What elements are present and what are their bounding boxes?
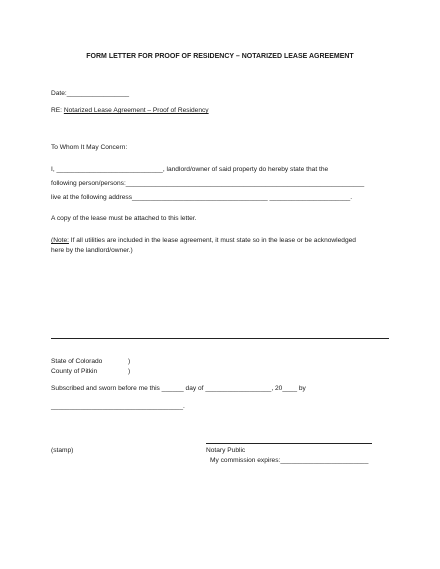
stamp-label: (stamp) (51, 447, 74, 454)
landlord-statement: I, _____________________________, landlord/owner of said property do hereby state that the (51, 166, 329, 173)
subscriber-name-line: ____________________________________. (51, 403, 185, 410)
persons-line: following person/persons:_________________________________________________________________ (51, 180, 365, 187)
greeting: To Whom It May Concern: (51, 144, 128, 151)
note-label: (Note: (51, 237, 69, 244)
county-label: County of Pitkin (51, 368, 98, 375)
state-paren: ) (128, 358, 131, 365)
re-subject: Notarized Lease Agreement – Proof of Residency (63, 107, 209, 114)
utilities-note (51, 237, 356, 245)
subscribed-line: Subscribed and sworn before me this ______ day of __________________, 20____ by (51, 385, 306, 392)
notary-signature-line (206, 443, 372, 444)
separator-rule (51, 338, 389, 339)
document-title: FORM LETTER FOR PROOF OF RESIDENCY – NOTARIZED LEASE AGREEMENT (86, 53, 354, 60)
date-line: Date:_________________ (51, 90, 130, 97)
lease-copy-note: A copy of the lease must be attached to this letter. (51, 215, 197, 222)
county-paren: ) (128, 368, 131, 375)
state-label: State of Colorado (51, 358, 103, 365)
re-line (51, 107, 209, 115)
note-text: If all utilities are included in the lease agreement, it must state so in the lease or be acknowledged (68, 237, 356, 244)
address-line: live at the following address_____________________________________ ______________________. (51, 194, 353, 201)
notary-public-label: Notary Public (206, 447, 246, 454)
re-label: RE: (51, 107, 64, 114)
utilities-note-continued: here by the landlord/owner.) (51, 247, 133, 254)
commission-expires: My commission expires:________________________ (210, 457, 369, 464)
